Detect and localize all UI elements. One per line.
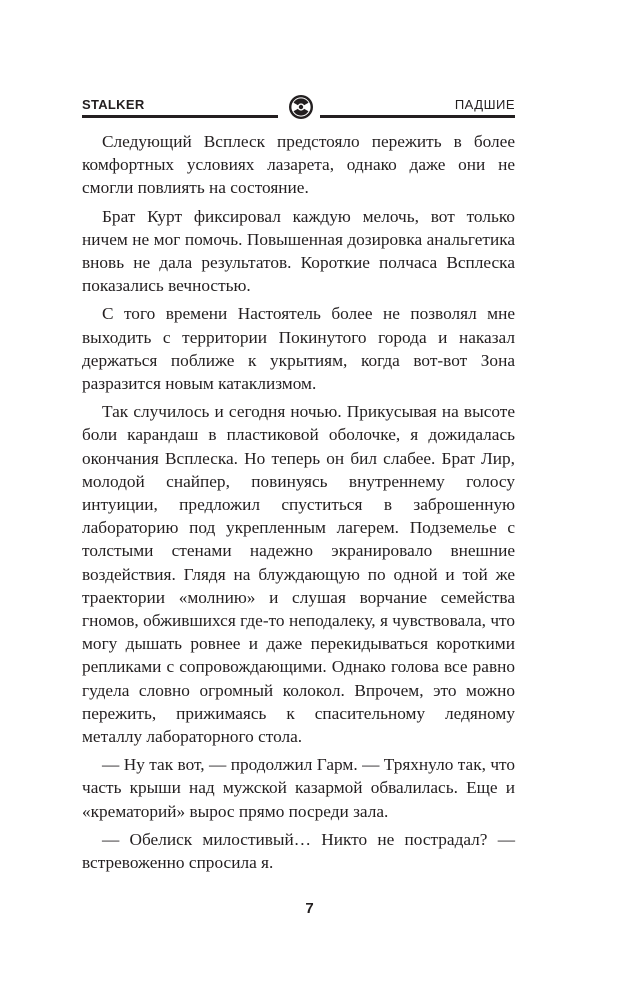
page-number: 7 xyxy=(305,900,314,917)
running-header xyxy=(82,92,515,122)
paragraph: Так случилось и сегодня ночью. Прикусывая на высоте боли карандаш в пластиковой оболочке, я дожидалась окончания Всплеска. Но теперь он бил слабее. Брат Лир, молодой снайпер, повинуясь внутреннему голосу интуиции, предложил спуститься в заброшенную лабораторию под укрепленным лагерем. Подземелье с толстыми стенами надежно экранировало внешние воздействия. Глядя на блуждающую по одной и той же траектории «молнию» и слушая ворчание семейства гномов, обжившихся где-то неподалеку, я чувствовала, что могу дышать ровнее и даже перекидываться короткими репликами с сопровождающими. Однако голова все равно гудела словно огромный колокол. Впрочем, это можно пережить, прижимаясь к спасительному ледяному металлу лабораторного стола. xyxy=(82,402,515,747)
header-rule-right xyxy=(320,115,515,118)
body-text xyxy=(82,130,515,874)
paragraph: — Обелиск милостивый… Никто не пострадал? — встревоженно спросила я. xyxy=(82,829,515,873)
radiation-icon xyxy=(288,94,314,120)
series-title: STALKER xyxy=(82,97,145,112)
paragraph: Брат Курт фиксировал каждую мелочь, вот только ничем не мог помочь. Повышенная дозировка анальгетика вновь не дала результатов. Короткие полчаса Всплеска показались вечностью. xyxy=(82,206,515,296)
header-rule-left xyxy=(82,115,278,118)
paragraph: С того времени Настоятель более не позволял мне выходить с территории Покинутого города и наказал держаться поближе к укрытиям, когда вот-вот Зона разразится новым катаклизмом. xyxy=(82,304,515,394)
book-title: ПАДШИЕ xyxy=(454,97,515,112)
paragraph: — Ну так вот, — продолжил Гарм. — Тряхнуло так, что часть крыши над мужской казармой обвалилась. Еще и «крематорий» вырос прямо посреди зала. xyxy=(82,755,515,821)
paragraph: Следующий Всплеск предстояло пережить в более комфортных условиях лазарета, однако даже они не смогли повлиять на состояние. xyxy=(82,132,515,198)
